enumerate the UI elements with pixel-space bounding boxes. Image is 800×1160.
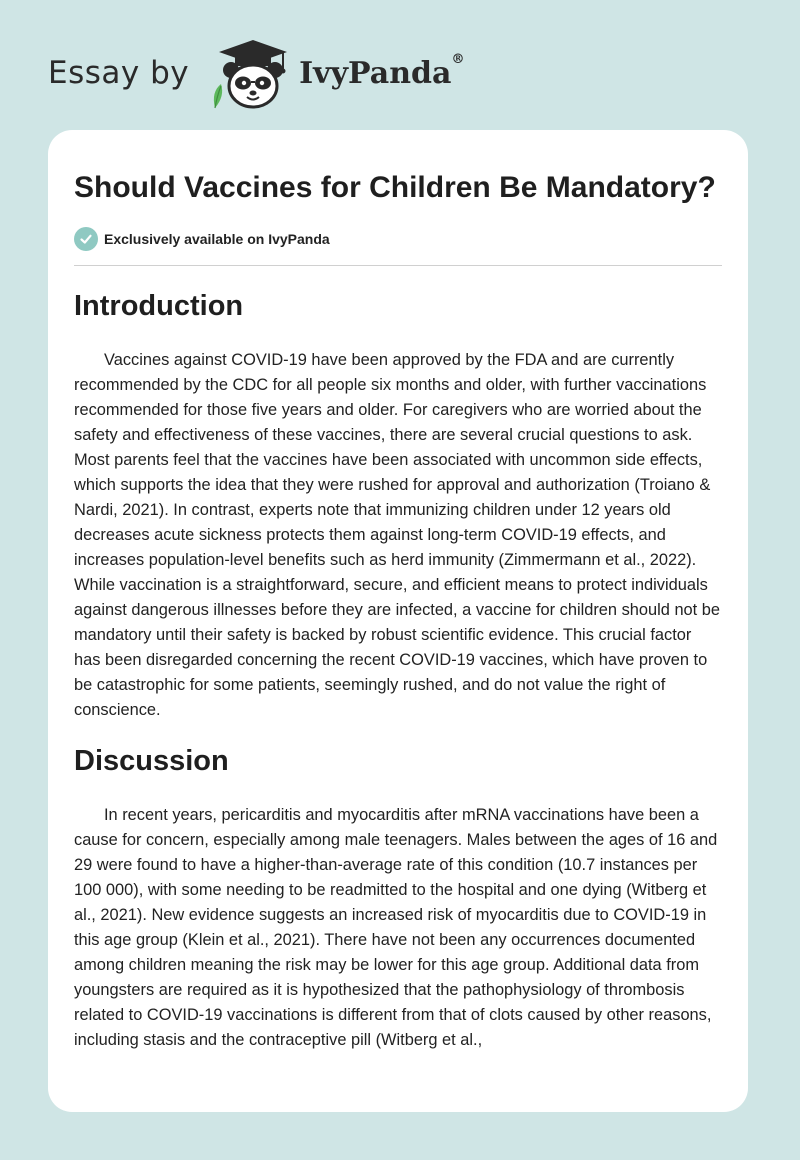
exclusive-badge	[74, 227, 722, 251]
essay-card	[48, 130, 748, 1112]
introduction-paragraph: Vaccines against COVID-19 have been approved by the FDA and are currently recommended by the CDC for all people six months and older, with further vaccinations recommended for those five years and older. For caregivers who are worried about the safety and effectiveness of these vaccines, there are several crucial questions to ask. Most parents feel that the vaccines have been associated with uncommon side effects, which supports the idea that they were rushed for approval and authorization (Troiano & Nardi, 2021). In contrast, experts note that immunizing children under 12 years old decreases acute sickness protects them against long-term COVID-19 effects, and increases population-level benefits such as herd immunity (Zimmermann et al., 2022). While vaccination is a straightforward, secure, and efficient means to protect individuals against dangerous illnesses before they are infected, a vaccine for children should not be mandatory until their safety is backed by robust scientific evidence. This crucial factor has been disregarded concerning the recent COVID-19 vaccines, which have proven to be catastrophic for some patients, seemingly rushed, and do not value the right of conscience.	[74, 351, 721, 719]
section-heading-discussion: Discussion	[74, 745, 229, 777]
exclusive-badge-text: Exclusively available on IvyPanda	[104, 231, 330, 247]
brand-header	[48, 36, 464, 110]
essay-title: Should Vaccines for Children Be Mandatory?	[74, 171, 716, 204]
brand-prefix: Essay by	[48, 55, 190, 91]
brand-name	[299, 51, 465, 91]
section-heading-introduction: Introduction	[74, 290, 244, 322]
discussion-paragraph: In recent years, pericarditis and myocarditis after mRNA vaccinations have been a cause for concern, especially among male teenagers. Males between the ages of 16 and 29 were found to have a higher-than-average rate of this condition (10.7 instances per 100 000), with some needing to be readmitted to the hospital and one dying (Witberg et al., 2021). New evidence suggests an increased risk of myocarditis due to COVID-19 in this age group (Klein et al., 2021). There have not been any occurrences documented among children meaning the risk may be lower for this age group. Additional data from youngsters are required as it is hypothesized that the pathophysiology of thrombosis related to COVID-19 vaccinations is different from that of clots caused by other reasons, including stasis and the contraceptive pill (Witberg et al.,	[74, 806, 718, 1049]
brand-name-text: IvyPanda	[299, 55, 452, 91]
panda-graduate-icon	[201, 36, 297, 110]
registered-mark: ®	[451, 51, 465, 67]
title-divider	[74, 265, 722, 266]
check-circle-icon	[74, 227, 98, 251]
